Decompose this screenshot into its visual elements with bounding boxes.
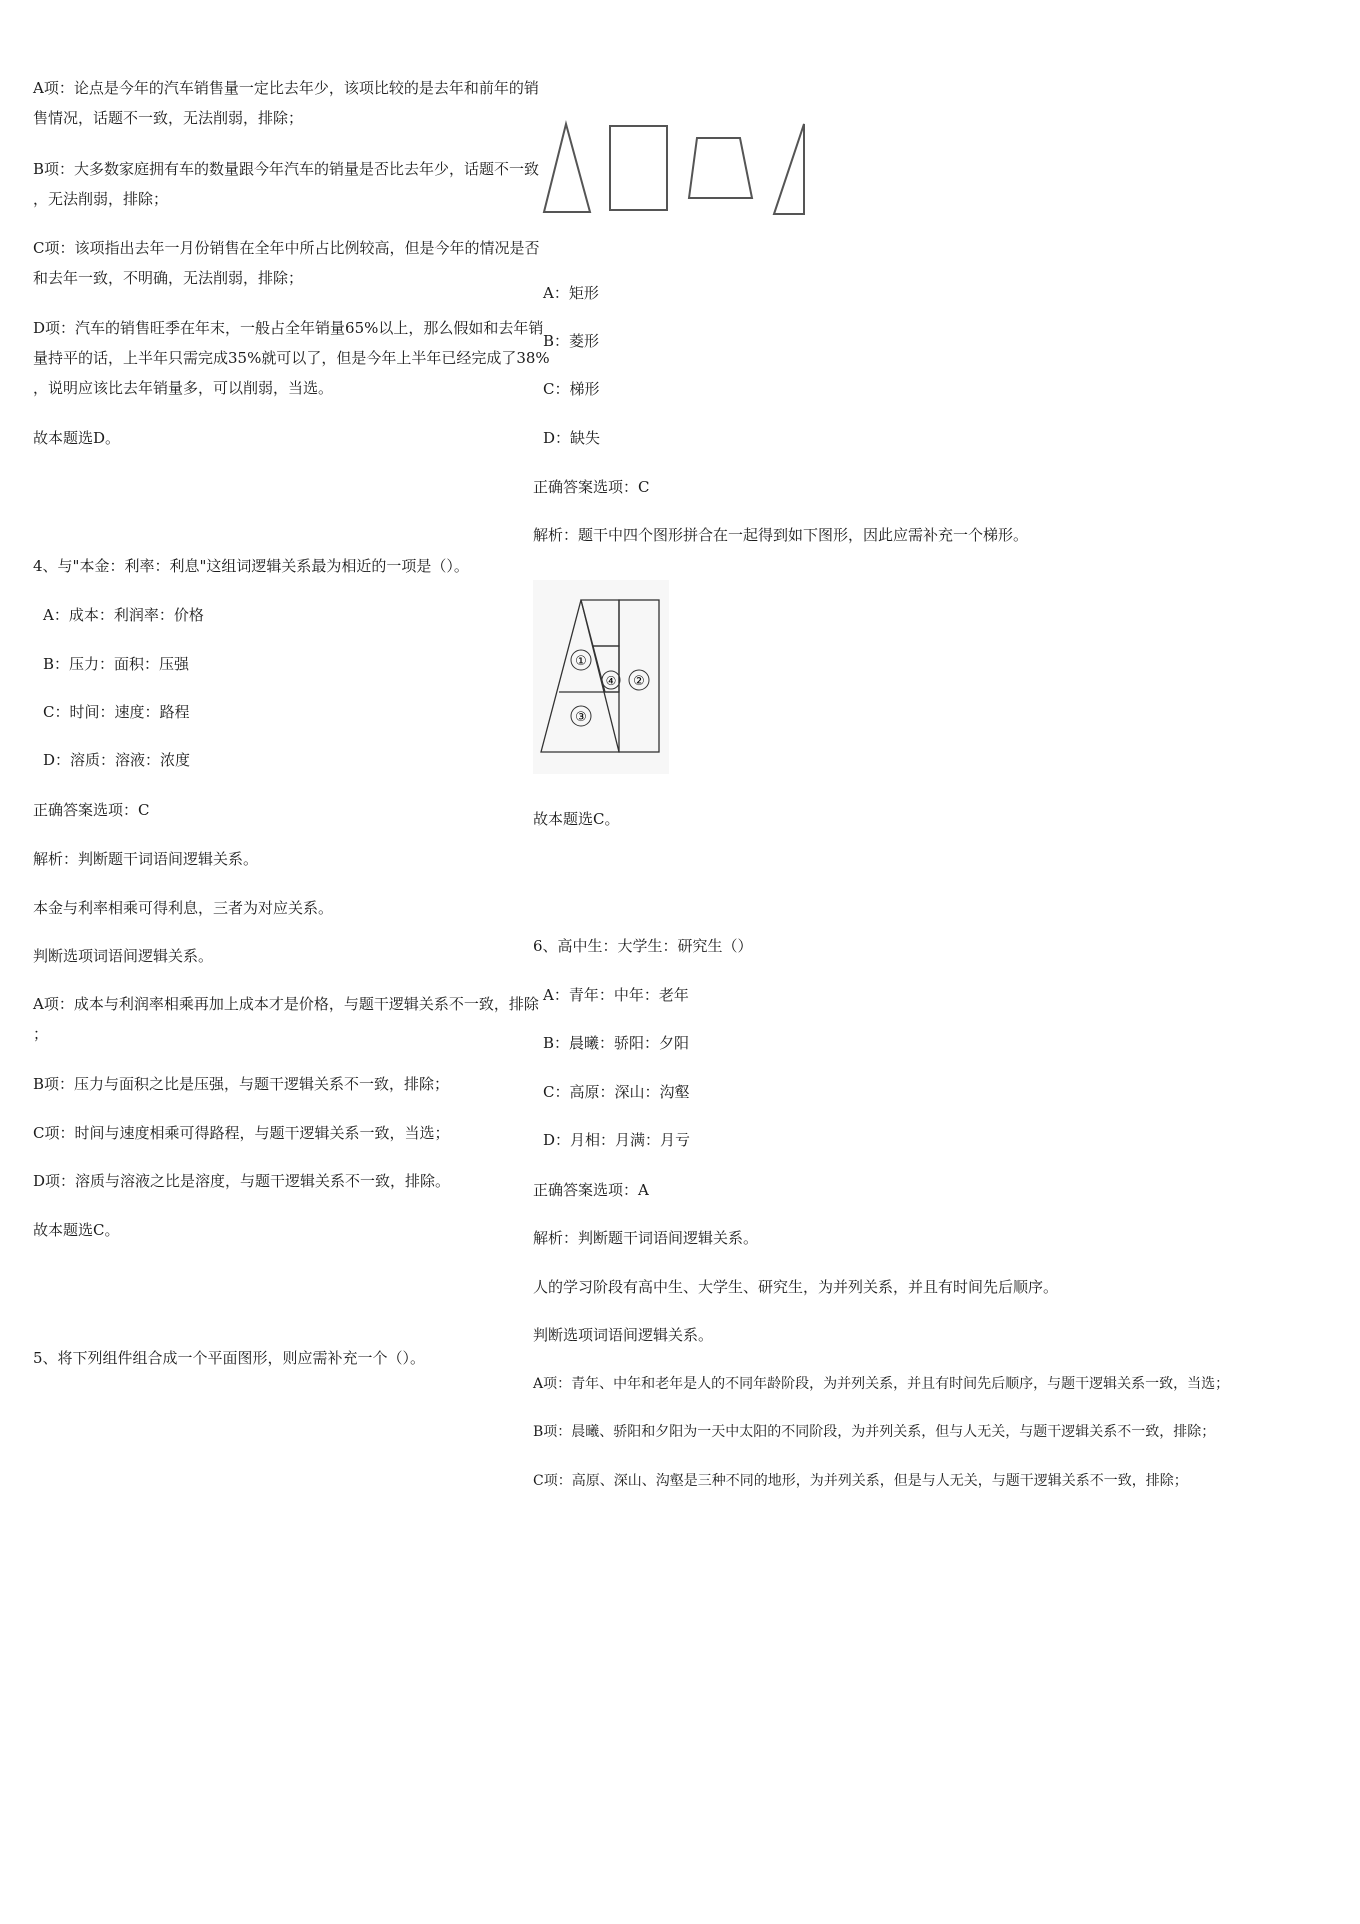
- q4-conclusion: 故本题选C。: [33, 1221, 120, 1239]
- q5-answer: 正确答案选项：C: [533, 478, 650, 496]
- rectangle-shape: [610, 126, 667, 210]
- q4-option-a: A：成本：利润率：价格: [43, 606, 204, 624]
- q4-option-d: D：溶质：溶液：浓度: [43, 751, 191, 769]
- q5-option-a: A：矩形: [543, 284, 599, 302]
- q6-option-b: B：晨曦：骄阳：夕阳: [543, 1034, 690, 1052]
- q4-answer: 正确答案选项：C: [33, 801, 150, 819]
- q4-option-c-analysis: C项：时间与速度相乘可得路程，与题干逻辑关系一致，当选；: [33, 1124, 450, 1142]
- q4-option-a-analysis-line2: ；: [33, 1025, 49, 1043]
- q6-option-b-analysis: B项：晨曦、骄阳和夕阳为一天中太阳的不同阶段，为并列关系，但与人无关，与题干逻辑关系不一致，排除；: [533, 1424, 1216, 1440]
- q3-option-a-line2: 售情况，话题不一致，无法削弱，排除；: [33, 109, 304, 127]
- q6-option-a: A：青年：中年：老年: [543, 986, 689, 1004]
- q3-option-c-line1: C项：该项指出去年一月份销售在全年中所占比例较高，但是今年的情况是否: [33, 239, 540, 257]
- q4-question: 4、与"本金：利率：利息"这组词逻辑关系最为相近的一项是（）。: [33, 557, 469, 575]
- q6-answer: 正确答案选项：A: [533, 1181, 649, 1199]
- q4-analysis-1: 解析：判断题干词语间逻辑关系。: [33, 850, 259, 868]
- figure-label-4: ④: [605, 674, 617, 688]
- trapezoid-shape: [689, 138, 752, 198]
- q6-option-a-analysis: A项：青年、中年和老年是人的不同年龄阶段，为并列关系，并且有时间先后顺序，与题干逻辑关系一致，当选；: [533, 1376, 1230, 1392]
- q5-conclusion: 故本题选C。: [533, 810, 620, 828]
- q4-analysis-2: 本金与利率相乘可得利息，三者为对应关系。: [33, 899, 334, 917]
- q6-option-d: D：月相：月满：月亏: [543, 1131, 691, 1149]
- q5-assembled-figure: [533, 580, 669, 774]
- q3-option-c-line2: 和去年一致，不明确，无法削弱，排除；: [33, 269, 304, 287]
- right-triangle-shape: [774, 124, 804, 214]
- q5-component-shapes-figure: [540, 118, 820, 222]
- q3-option-d-line3: ，说明应该比去年销量多，可以削弱，当选。: [33, 379, 334, 397]
- q6-analysis-1: 解析：判断题干词语间逻辑关系。: [533, 1229, 759, 1247]
- figure-label-2: ②: [633, 674, 645, 689]
- q5-option-c: C：梯形: [543, 380, 600, 398]
- q3-option-d-line1: D项：汽车的销售旺季在年末，一般占全年销量65%以上，那么假如和去年销: [33, 319, 544, 337]
- q4-option-c: C：时间：速度：路程: [43, 703, 190, 721]
- figure-label-3: ③: [575, 710, 587, 725]
- q6-option-c-analysis: C项：高原、深山、沟壑是三种不同的地形，为并列关系，但是与人无关，与题干逻辑关系不一致，排除；: [533, 1473, 1188, 1489]
- q3-option-a-line1: A项：论点是今年的汽车销售量一定比去年少，该项比较的是去年和前年的销: [33, 79, 539, 97]
- q5-question: 5、将下列组件组合成一个平面图形，则应需补充一个（）。: [33, 1349, 426, 1367]
- q4-option-a-analysis-line1: A项：成本与利润率相乘再加上成本才是价格，与题干逻辑关系不一致，排除: [33, 995, 539, 1013]
- q5-option-d: D：缺失: [543, 429, 601, 447]
- q6-analysis-2: 人的学习阶段有高中生、大学生、研究生，为并列关系，并且有时间先后顺序。: [533, 1278, 1059, 1296]
- triangle-shape: [544, 124, 590, 212]
- q3-option-b-line2: ，无法削弱，排除；: [33, 190, 169, 208]
- q4-option-b-analysis: B项：压力与面积之比是压强，与题干逻辑关系不一致，排除；: [33, 1075, 450, 1093]
- q5-analysis: 解析：题干中四个图形拼合在一起得到如下图形，因此应需补充一个梯形。: [533, 526, 1029, 544]
- q3-option-b-line1: B项：大多数家庭拥有车的数量跟今年汽车的销量是否比去年少，话题不一致: [33, 160, 540, 178]
- figure-label-1: ①: [575, 654, 587, 669]
- q5-option-b: B：菱形: [543, 332, 600, 350]
- q6-option-c: C：高原：深山：沟壑: [543, 1083, 690, 1101]
- q3-option-d-line2: 量持平的话，上半年只需完成35%就可以了，但是今年上半年已经完成了38%: [33, 349, 550, 367]
- q4-analysis-3: 判断选项词语间逻辑关系。: [33, 947, 214, 965]
- q3-conclusion: 故本题选D。: [33, 429, 121, 447]
- q6-analysis-3: 判断选项词语间逻辑关系。: [533, 1326, 714, 1344]
- q6-question: 6、高中生：大学生：研究生（）: [533, 937, 753, 955]
- q4-option-d-analysis: D项：溶质与溶液之比是溶度，与题干逻辑关系不一致，排除。: [33, 1172, 451, 1190]
- q4-option-b: B：压力：面积：压强: [43, 655, 190, 673]
